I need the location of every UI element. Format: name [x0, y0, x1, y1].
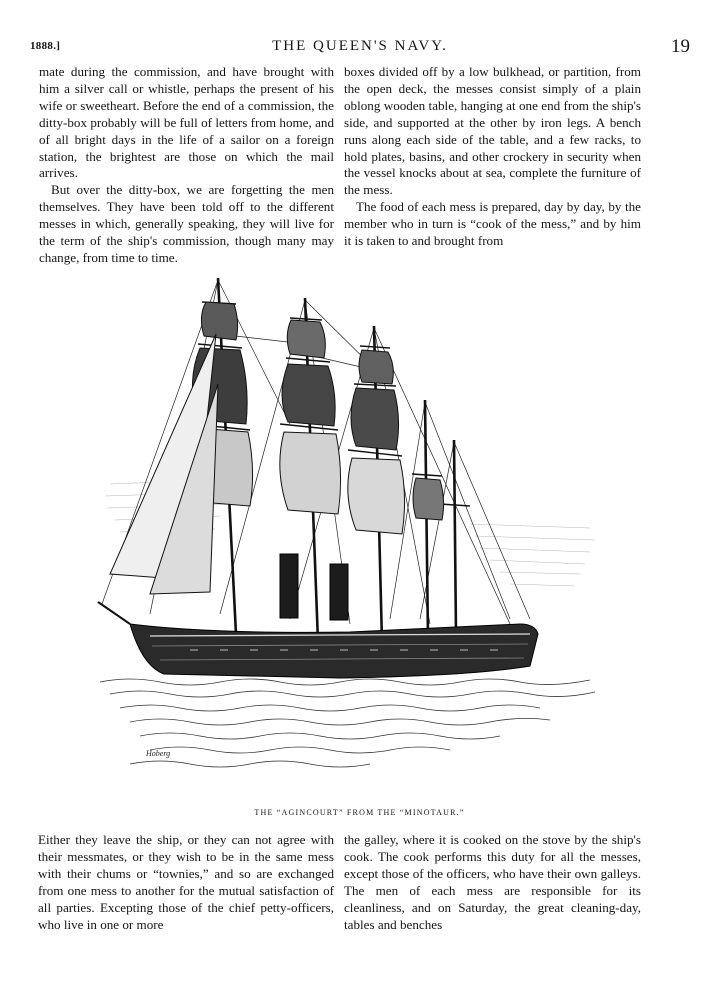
- ship-engraving: [90, 274, 610, 786]
- column-bottom-left: [38, 832, 334, 933]
- paragraph: The food of each mess is prepared, day by day, by the member who in turn is “cook of the mess,” and by him it is taken to and brought from: [344, 199, 641, 249]
- page-number: 19: [671, 36, 690, 57]
- paragraph: the galley, where it is cooked on the stove by the ship's cook. The cook performs this duty for all the messes, except those of the officers, who have their own galleys. The men of each mess are responsible for its cleanliness, and on Saturday, the great cleaning-day, tables and benches: [344, 832, 641, 932]
- header-date: 1888.]: [30, 40, 61, 52]
- paragraph: Either they leave the ship, or they can not agree with their messmates, or they wish to be in the same mess with their chums or “townies,” and so are exchanged from one mess to another for the mutual satisfaction of all parties. Excepting those of the chief petty-officers, who live in one or more: [38, 832, 334, 932]
- running-header: [30, 38, 690, 62]
- sails: [110, 302, 444, 594]
- paragraph: boxes divided off by a low bulkhead, or partition, from the open deck, the messes consist simply of a plain oblong wooden table, hanging at one end from the ship's side, and supported at the other by iron legs. A bench runs along each side of the table, and a few racks, to hold plates, basins, and other crockery in security when the vessel knocks about at sea, complete the furniture of the mess.: [344, 64, 641, 198]
- figure-caption: THE “AGINCOURT” FROM THE “MINOTAUR.”: [254, 808, 465, 817]
- column-top-right: [344, 64, 641, 250]
- ship-illustration: [90, 274, 610, 786]
- sea-waves: [100, 679, 595, 767]
- column-bottom-right: [344, 832, 641, 933]
- paragraph: But over the ditty-box, we are forgetting the men themselves. They have been told off to the different messes in which, generally speaking, they will live for the term of the ship's commission, though many may change, from time to time.: [39, 182, 334, 265]
- column-top-left: [39, 64, 334, 267]
- paragraph: mate during the commission, and have brought with him a silver call or whistle, perhaps the present of his wife or sweetheart. Before the end of a commission, the ditty-box probably will be full of letters from home, and of all bright days in the life of a sailor on a foreign station, the brightest are those on which the mail arrives.: [39, 64, 334, 181]
- artist-signature: Hoberg: [146, 749, 171, 758]
- header-title: THE QUEEN'S NAVY.: [272, 38, 448, 54]
